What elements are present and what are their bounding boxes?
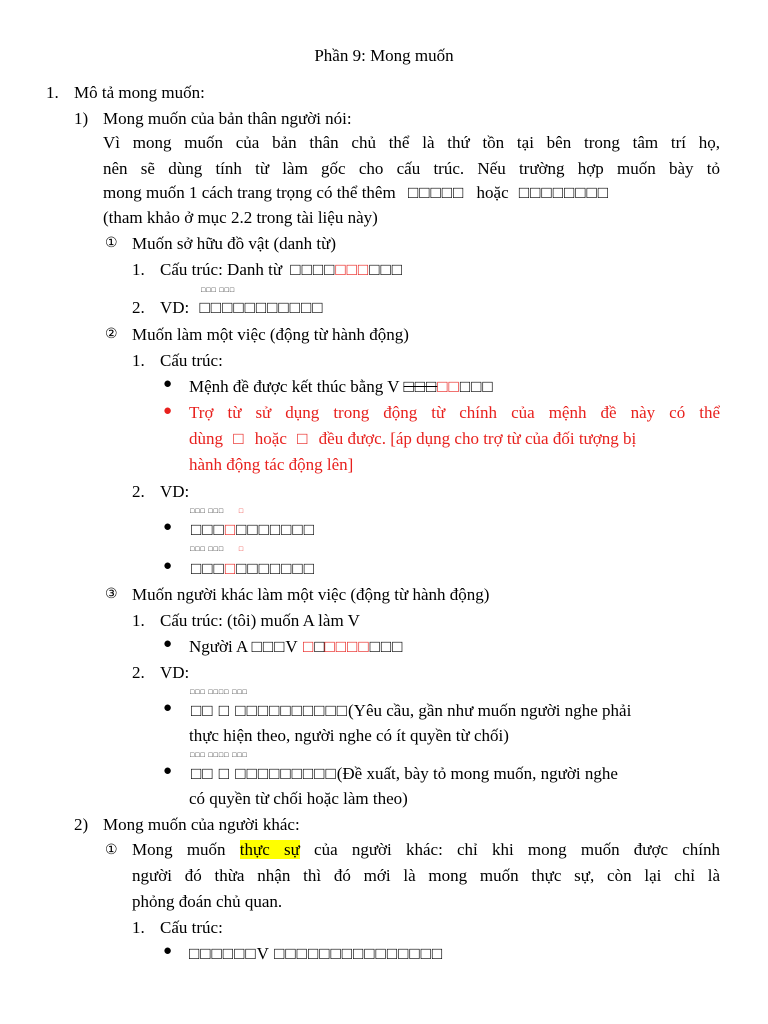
japanese-particle-highlighted: □ bbox=[224, 520, 237, 539]
paragraph-text: hoặc bbox=[476, 183, 509, 202]
paragraph-text: Mong muốn bbox=[132, 840, 226, 859]
paragraph-line: Vì mong muốn của bản thân chủ thể là thứ tồn tại bên trong tâm trí họ, bbox=[103, 133, 720, 152]
bullet-icon: ● bbox=[163, 700, 173, 716]
subsection-heading: Mong muốn của bản thân người nói: bbox=[103, 109, 352, 128]
example-label: VD: bbox=[160, 298, 190, 317]
paragraph-text: của người khác: chỉ khi mong muốn được chính bbox=[314, 840, 721, 859]
list-number: 1. bbox=[132, 918, 145, 937]
list-number: 2. bbox=[132, 482, 145, 501]
case-heading: Muốn sở hữu đồ vật (danh từ) bbox=[132, 234, 337, 253]
structure-label: Cấu trúc: bbox=[160, 351, 223, 370]
japanese-text: □□□□□□□ bbox=[236, 559, 315, 578]
japanese-particle-highlighted: □ bbox=[302, 637, 315, 656]
japanese-text-highlighted: □□ bbox=[437, 377, 460, 396]
paragraph-line: (tham khảo ở mục 2.2 trong tài liệu này) bbox=[103, 208, 378, 227]
note-line bbox=[189, 428, 636, 450]
structure-text: Cấu trúc: (tôi) muốn A làm V bbox=[160, 611, 360, 630]
japanese-text: □□□ bbox=[369, 637, 404, 656]
paragraph-line: phỏng đoán chủ quan. bbox=[132, 892, 283, 911]
bullet-icon: ● bbox=[163, 558, 173, 574]
list-number: 2. bbox=[132, 663, 145, 682]
japanese-text: □ bbox=[314, 637, 325, 656]
japanese-text: □□□ bbox=[369, 260, 403, 279]
example-label: VD: bbox=[160, 663, 190, 682]
bullet-icon: ● bbox=[163, 763, 173, 779]
bullet-text: Mệnh đề được kết thúc bằng V bbox=[189, 377, 400, 396]
circled-number: ① bbox=[105, 843, 118, 858]
furigana: □□□ □□□□ □□□ bbox=[190, 688, 248, 696]
bullet-text: Người A bbox=[189, 637, 248, 656]
japanese-text: □□□ bbox=[403, 377, 438, 396]
example-line bbox=[160, 297, 323, 319]
furigana-text: □□□ □□□ bbox=[190, 507, 225, 515]
case-heading: Muốn làm một việc (động từ hành động) bbox=[132, 325, 409, 344]
example-explanation-line: thực hiện theo, người nghe có ít quyền từ chối) bbox=[189, 726, 509, 745]
japanese-text: □□□□ bbox=[290, 260, 336, 279]
japanese-text: □□ □ □□□□□□□□□ bbox=[191, 764, 337, 783]
bullet-icon: ● bbox=[163, 943, 173, 959]
case-heading: Muốn người khác làm một việc (động từ hành động) bbox=[132, 585, 490, 604]
furigana-text: □□□ □□□ bbox=[190, 545, 225, 553]
bullet-icon: ● bbox=[163, 636, 173, 652]
japanese-text: □□ □ □□□□□□□□□□ bbox=[191, 701, 348, 720]
list-number: 1. bbox=[132, 611, 145, 630]
bullet-icon: ● bbox=[163, 403, 173, 419]
example-explanation: (Đề xuất, bày tỏ mong muốn, người nghe bbox=[336, 764, 618, 783]
structure-text: Cấu trúc: Danh từ bbox=[160, 260, 283, 279]
highlighted-text: thực sự bbox=[239, 840, 300, 859]
japanese-particle: □ bbox=[233, 429, 245, 448]
circled-number: ① bbox=[105, 236, 118, 251]
japanese-text: □□□□□ bbox=[407, 183, 465, 202]
japanese-text: □□□ bbox=[191, 520, 225, 539]
japanese-text: □□□ bbox=[191, 559, 225, 578]
japanese-text-highlighted: □□□□ bbox=[324, 637, 370, 656]
paragraph-line: người đó thừa nhận thì đó mới là mong muốn thực sự, còn lại chỉ là bbox=[132, 866, 720, 885]
japanese-particle-highlighted: □ bbox=[224, 559, 237, 578]
example-explanation-line: có quyền từ chối hoặc làm theo) bbox=[189, 789, 408, 808]
note-text: đều được. [áp dụng cho trợ từ của đối tượng bị bbox=[318, 429, 637, 448]
bullet-line bbox=[189, 636, 403, 658]
note-text: hoặc bbox=[254, 429, 287, 448]
structure-line bbox=[160, 259, 403, 281]
bullet-icon: ● bbox=[163, 376, 173, 392]
bullet-line bbox=[189, 376, 494, 398]
furigana-text-highlighted: □ bbox=[238, 545, 245, 553]
furigana-text-highlighted: □ bbox=[238, 507, 245, 515]
subsection-number: 2) bbox=[74, 815, 89, 834]
paragraph-line bbox=[103, 182, 609, 204]
bullet-icon: ● bbox=[163, 519, 173, 535]
furigana: □□□ □□□□ □□□ bbox=[190, 751, 248, 759]
section-number: 1. bbox=[46, 83, 59, 102]
japanese-text: □□□□□□□□ bbox=[518, 183, 610, 202]
note-text: dùng bbox=[189, 429, 223, 448]
japanese-text: □□□□□□□□□□□ bbox=[199, 298, 324, 317]
circled-number: ② bbox=[105, 327, 118, 342]
structure-label: Cấu trúc: bbox=[160, 918, 223, 937]
furigana: □□□ □□□ bbox=[201, 286, 236, 294]
japanese-text: □□□□□□V bbox=[189, 944, 270, 963]
japanese-text: □□□V bbox=[251, 637, 299, 656]
japanese-text-highlighted: □□□ bbox=[335, 260, 370, 279]
japanese-particle: □ bbox=[297, 429, 309, 448]
structure-line bbox=[189, 943, 443, 965]
note-line: Trợ từ sử dụng trong động từ chính của mệnh đề này có thể bbox=[189, 403, 720, 422]
example-sentence bbox=[191, 519, 315, 541]
example-sentence bbox=[191, 558, 315, 580]
example-label: VD: bbox=[160, 482, 190, 501]
page-title: Phần 9: Mong muốn bbox=[314, 46, 454, 65]
furigana bbox=[190, 545, 244, 553]
paragraph-text: mong muốn 1 cách trang trọng có thể thêm bbox=[103, 183, 396, 202]
subsection-heading: Mong muốn của người khác: bbox=[103, 815, 300, 834]
paragraph-line: nên sẽ dùng tính từ làm gốc cho cấu trúc. Nếu trường hợp muốn bày tỏ bbox=[103, 159, 720, 178]
japanese-text: □□□ bbox=[459, 377, 494, 396]
subsection-number: 1) bbox=[74, 109, 89, 128]
japanese-text: □□□□□□□□□□□□□□□ bbox=[274, 944, 444, 963]
japanese-text: □□□□□□□ bbox=[236, 520, 315, 539]
example-explanation: (Yêu cầu, gần như muốn người nghe phải bbox=[348, 701, 632, 720]
note-line: hành động tác động lên] bbox=[189, 455, 354, 474]
example-sentence bbox=[191, 763, 618, 785]
list-number: 1. bbox=[132, 260, 145, 279]
circled-number: ③ bbox=[105, 587, 118, 602]
paragraph-line bbox=[132, 837, 720, 863]
example-sentence bbox=[191, 700, 631, 722]
list-number: 1. bbox=[132, 351, 145, 370]
section-heading: Mô tả mong muốn: bbox=[74, 83, 205, 102]
furigana bbox=[190, 507, 244, 515]
list-number: 2. bbox=[132, 298, 145, 317]
